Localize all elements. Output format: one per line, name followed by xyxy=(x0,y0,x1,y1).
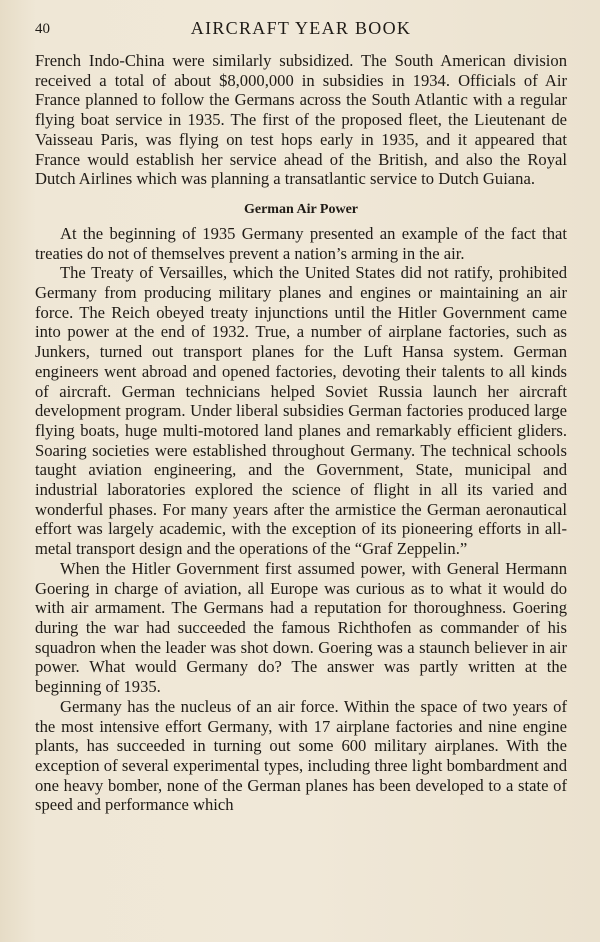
paragraph: When the Hitler Government first assumed power, with General Hermann Goering in charge of aviation, all Europe was curious as to what it would do with air armament. The Germans had a reputation for thoroughness. Goering during the war had succeeded the famous Richthofen as commander of his squadron when the leader was shot down. Goering was a staunch believer in air power. What would Germany do? The answer was partly written at the beginning of 1935. xyxy=(35,558,567,697)
running-head: AIRCRAFT YEAR BOOK xyxy=(190,18,412,38)
paragraph: The Treaty of Versailles, which the United States did not ratify, prohibited Germany from producing military planes and engines or maintaining an air force. The Reich obeyed treaty injunctions until the Hitler Government came into power at the end of 1932. True, a number of airplane factories, such as Junkers, turned out transport planes for the Luft Hansa system. German engineers went abroad and opened factories, devoting their talents to all kinds of aircraft. German technicians helped Soviet Russia launch her aircraft development program. Under liberal subsidies German factories produced large flying boats, huge multi-motored land planes and remarkably efficient gliders. Soaring societies were established throughout Germany. The technical schools taught aviation engineering, and the Government, State, municipal and industrial laboratories explored the science of flight in all its varied and wonderful phases. For many years after the armistice the German aeronautical effort was largely academic, with the exception of its pioneering efforts in all-metal transport design and the operations of the “Graf Zeppelin.” xyxy=(35,263,567,559)
section-heading: German Air Power xyxy=(243,201,359,217)
page-header xyxy=(35,18,567,46)
paragraph: Germany has the nucleus of an air force. Within the space of two years of the most intensive effort Germany, with 17 airplane factories and nine engine plants, has succeeded in turning out some 600 military airplanes. With the exception of several experimental types, including three light bombardment and one heavy bomber, none of the German planes has been developed to a state of speed and performance which xyxy=(35,696,567,815)
page-number: 40 xyxy=(35,21,50,37)
paragraph-continued: French Indo-China were similarly subsidized. The South American division received a total of about $8,000,000 in subsidies in 1934. Officials of Air France planned to follow the Germans across the South Atlantic with a regular flying boat service in 1935. The first of the proposed fleet, the Lieutenant de Vaisseau Paris, was flying on test hops early in 1935, and it appeared that France would establish her service ahead of the British, and also the Royal Dutch Airlines which was planning a transatlantic service to Dutch Guiana. xyxy=(35,51,567,189)
paragraph: At the beginning of 1935 Germany presented an example of the fact that treaties do not of themselves prevent a nation’s arming in the air. xyxy=(35,223,567,263)
body-text xyxy=(35,51,567,815)
